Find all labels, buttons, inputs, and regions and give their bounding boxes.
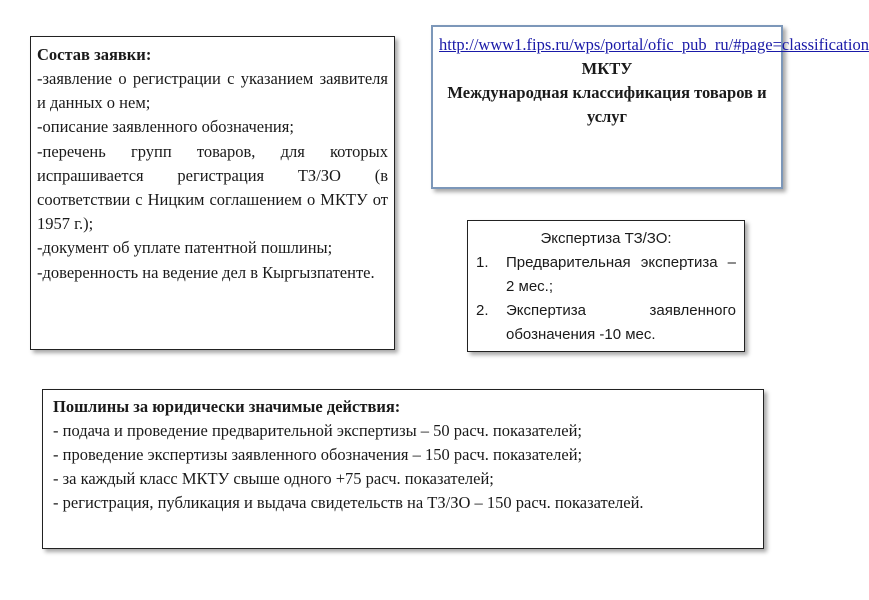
- fee-item: - регистрация, публикация и выдача свидетельств на ТЗ/ЗО – 150 расч. показателей.: [53, 493, 644, 512]
- classification-link[interactable]: http://www1.fips.ru/wps/portal/ofic_pub_ru/#page=classification: [439, 35, 869, 54]
- examination-title: Экспертиза ТЗ/ЗО:: [540, 230, 672, 247]
- application-item: -доверенность на ведение дел в Кыргызпатенте.: [37, 262, 375, 282]
- list-item: [476, 251, 736, 299]
- application-item: -заявление о регистрации с указанием заявителя и данных о нем;: [37, 69, 388, 113]
- application-contents-box: [30, 36, 395, 350]
- list-text: Предварительная экспертиза – 2 мес.;: [506, 254, 736, 295]
- fee-item: - за каждый класс МКТУ свыше одного +75 расч. показателей;: [53, 469, 494, 488]
- mktu-abbr: МКТУ: [581, 59, 633, 78]
- list-number: 1.: [476, 254, 489, 271]
- application-item: -перечень групп товаров, для которых испрашивается регистрация ТЗ/ЗО (в соответствии с Ницким соглашением о МКТУ от 1957 г.);: [37, 141, 388, 234]
- fee-item: - проведение экспертизы заявленного обозначения – 150 расч. показателей;: [53, 445, 583, 464]
- list-number: 2.: [476, 302, 489, 319]
- list-item: [476, 299, 736, 347]
- application-item: -документ об уплате патентной пошлины;: [37, 238, 333, 258]
- fees-box: [42, 389, 764, 549]
- fees-title: Пошлины за юридически значимые действия:: [53, 397, 401, 416]
- mktu-full-name: Международная классификация товаров и услуг: [447, 83, 767, 126]
- examination-box: [467, 220, 745, 352]
- fee-item: - подача и проведение предварительной экспертизы – 50 расч. показателей;: [53, 421, 582, 440]
- application-contents-title: Состав заявки:: [37, 45, 152, 64]
- classification-link-box: [431, 25, 869, 189]
- list-text: Экспертиза заявленного обозначения -10 мес.: [506, 302, 736, 343]
- application-item: -описание заявленного обозначения;: [37, 117, 294, 137]
